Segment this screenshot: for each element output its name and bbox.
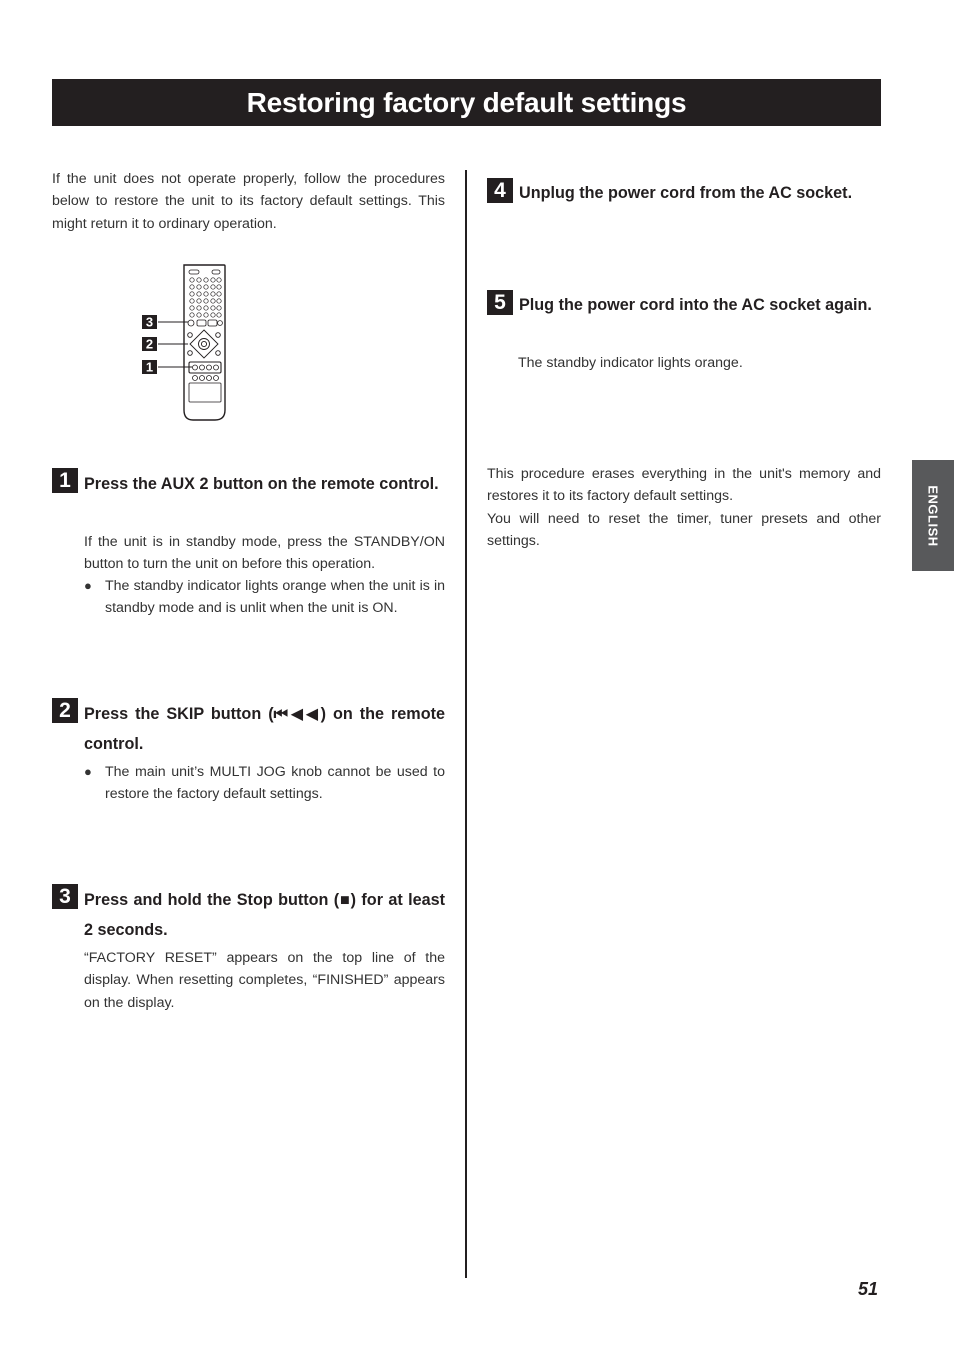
step-1-bullet-text: The standby indicator lights orange when the unit is in standby mode and is unlit when the unit is ON. (105, 578, 445, 617)
remote-control-illustration (140, 262, 240, 431)
page-number: 51 (857, 1279, 878, 1299)
step-1-bullet (84, 575, 445, 620)
step-2-title: Press the SKIP button (⏮◀◀) on the remote control. (84, 705, 445, 753)
step-3-body: “FACTORY RESET” appears on the top line of the display. When resetting completes, “FINISHED” appears on the display. (84, 950, 445, 1011)
bullet-glyph: ● (84, 764, 92, 779)
step-5-title: Plug the power cord into the AC socket again. (519, 296, 872, 314)
callout-3: 3 (145, 314, 154, 330)
language-tab (912, 460, 954, 571)
note-text-2: You will need to reset the timer, tuner presets and other settings. (487, 511, 881, 550)
callout-2: 2 (145, 336, 154, 352)
callout-1: 1 (145, 359, 154, 375)
step-2-bullet-text: The main unit’s MULTI JOG knob cannot be used to restore the factory default settings. (105, 764, 445, 803)
language-tab-label: ENGLISH (925, 484, 941, 547)
bullet-glyph: ● (84, 578, 92, 593)
step-3-title: Press and hold the Stop button (■) for at least 2 seconds. (84, 891, 445, 939)
intro-text: If the unit does not operate properly, follow the procedures below to restore the unit to its factory default settings. This might return it to ordinary operation. (52, 171, 445, 232)
step-1-title: Press the AUX 2 button on the remote control. (84, 475, 439, 493)
step-5-number: 5 (487, 290, 513, 315)
column-divider (465, 170, 467, 1278)
step-2-number: 2 (52, 698, 78, 723)
step-1-number: 1 (52, 468, 78, 493)
note-text-1: This procedure erases everything in the unit's memory and restores it to its factory default settings. (487, 466, 881, 505)
step-2-bullet (84, 761, 445, 806)
step-5-body: The standby indicator lights orange. (518, 355, 743, 371)
page-title: Restoring factory default settings (246, 87, 687, 118)
step-4-title: Unplug the power cord from the AC socket. (519, 184, 853, 202)
step-1-body: If the unit is in standby mode, press the STANDBY/ON button to turn the unit on before this operation. (84, 534, 445, 573)
step-3-number: 3 (52, 884, 78, 909)
title-bar (52, 79, 881, 126)
step-4-number: 4 (487, 178, 513, 203)
